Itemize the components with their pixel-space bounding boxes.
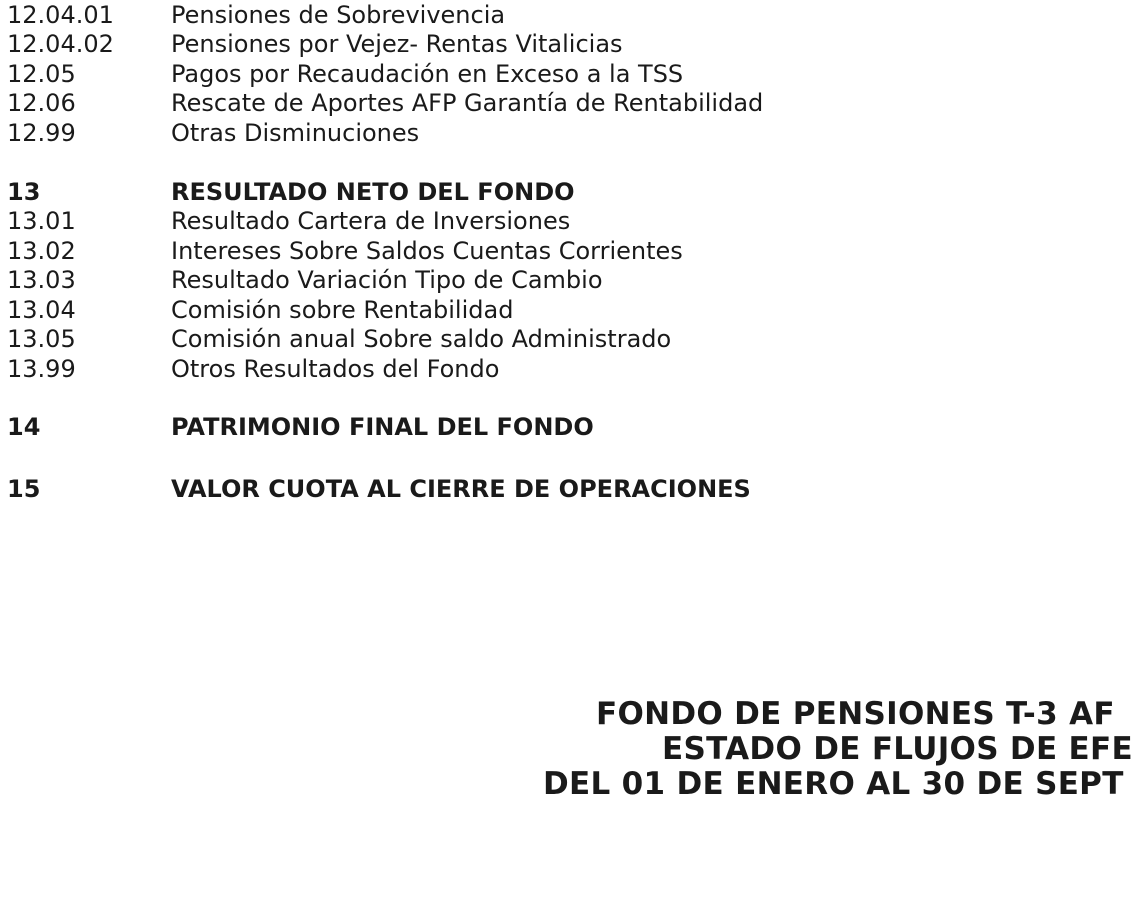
account-code: 12.99 [7, 119, 76, 147]
account-description: Comisión sobre Rentabilidad [171, 296, 514, 324]
section-title: PATRIMONIO FINAL DEL FONDO [171, 413, 594, 441]
account-description: Otras Disminuciones [171, 119, 420, 147]
section-code: 13 [7, 178, 41, 206]
account-row [0, 0, 1136, 30]
account-code: 12.05 [7, 60, 76, 88]
account-row [0, 206, 1136, 236]
account-description: Otros Resultados del Fondo [171, 355, 500, 383]
account-code: 12.04.01 [7, 1, 114, 29]
account-code: 13.01 [7, 207, 76, 235]
section-heading-15 [0, 474, 1136, 504]
account-row [0, 236, 1136, 266]
account-row [0, 354, 1136, 384]
account-row [0, 324, 1136, 354]
account-row [0, 88, 1136, 118]
account-description: Rescate de Aportes AFP Garantía de Rentabilidad [171, 89, 764, 117]
account-description: Pensiones por Vejez- Rentas Vitalicias [171, 30, 623, 58]
account-row [0, 29, 1136, 59]
report-title-fund: FONDO DE PENSIONES T-3 AF [596, 697, 1115, 732]
report-title-period: DEL 01 DE ENERO AL 30 DE SEPT [543, 766, 1124, 802]
section-code: 14 [7, 413, 41, 441]
account-row [0, 295, 1136, 325]
account-description: Resultado Cartera de Inversiones [171, 207, 571, 235]
section-heading-14 [0, 412, 1136, 442]
report-title-statement: ESTADO DE FLUJOS DE EFE [662, 731, 1133, 767]
section-title: RESULTADO NETO DEL FONDO [171, 178, 575, 206]
account-code: 13.99 [7, 355, 76, 383]
section-code: 15 [7, 475, 41, 503]
report-title [0, 697, 1136, 807]
account-row [0, 265, 1136, 295]
account-code: 12.06 [7, 89, 76, 117]
account-code: 13.02 [7, 237, 76, 265]
account-code: 13.03 [7, 266, 76, 294]
section-heading-13 [0, 177, 1136, 207]
account-description: Intereses Sobre Saldos Cuentas Corrientes [171, 237, 683, 265]
section-title: VALOR CUOTA AL CIERRE DE OPERACIONES [171, 475, 751, 503]
account-description: Comisión anual Sobre saldo Administrado [171, 325, 672, 353]
account-description: Resultado Variación Tipo de Cambio [171, 266, 603, 294]
account-description: Pensiones de Sobrevivencia [171, 1, 506, 29]
account-code: 12.04.02 [7, 30, 114, 58]
account-row [0, 59, 1136, 89]
account-code: 13.05 [7, 325, 76, 353]
account-code: 13.04 [7, 296, 76, 324]
account-description: Pagos por Recaudación en Exceso a la TSS [171, 60, 684, 88]
account-row [0, 118, 1136, 148]
